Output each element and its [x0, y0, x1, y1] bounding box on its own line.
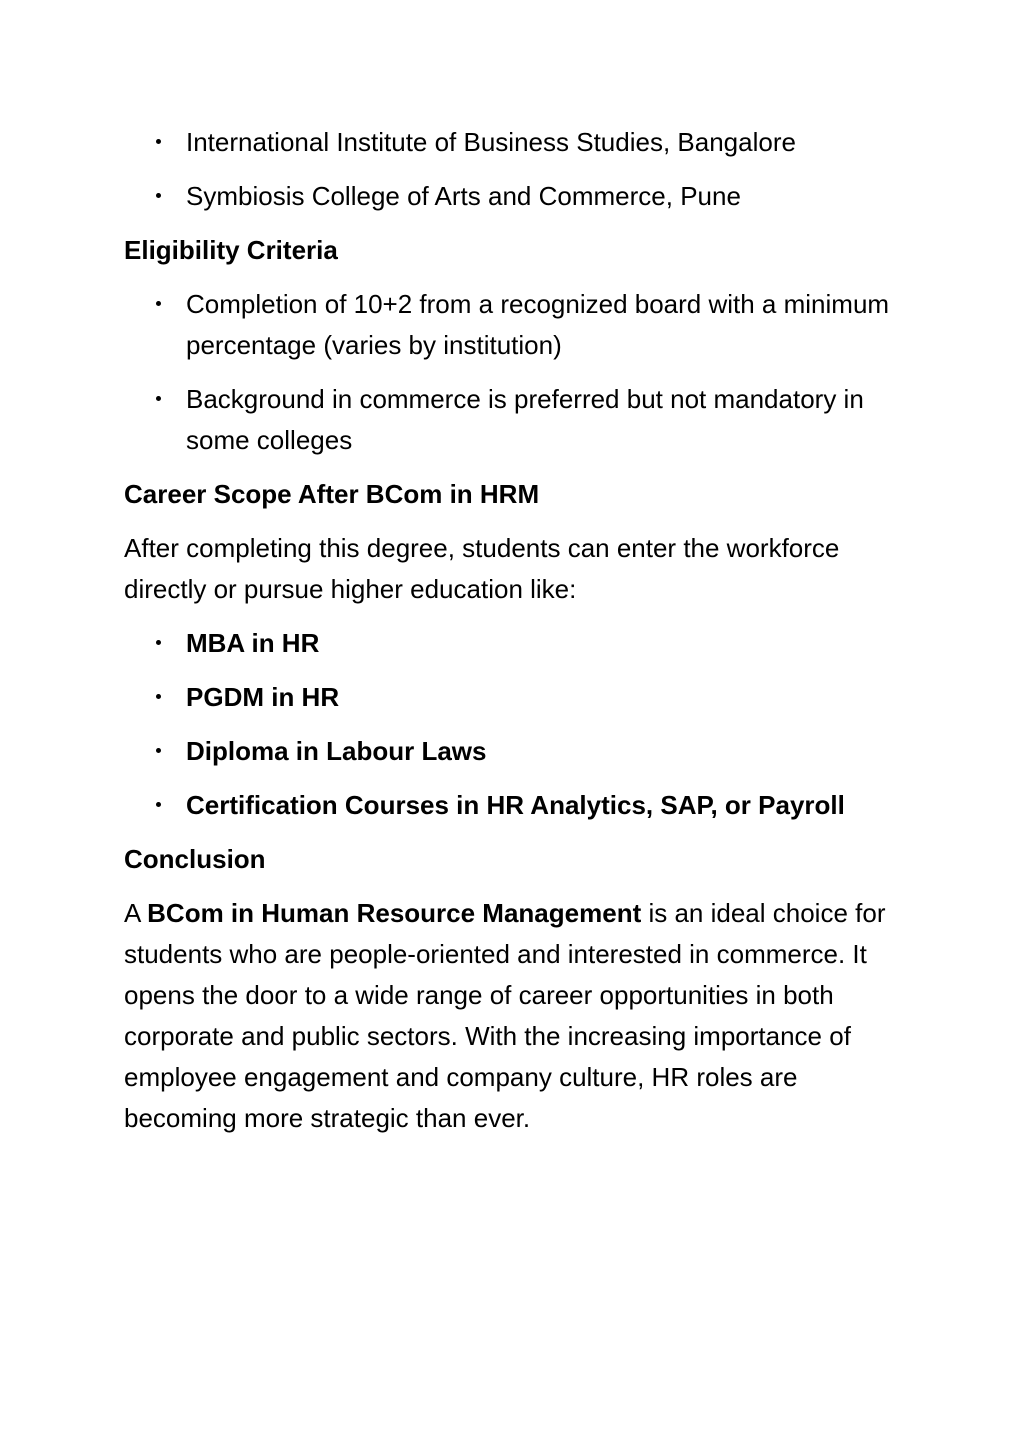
- document-page: [124, 122, 904, 1152]
- conclusion-body: is an ideal choice for students who are people-oriented and interested in commerce. It opens the door to a wide range of career opportunities in both corporate and public sectors. With the increasing importance of employee engagement and company culture, HR roles are becoming more strategic than ever.: [124, 898, 886, 1133]
- bullet-icon: [156, 396, 161, 401]
- list-item: [124, 623, 904, 664]
- career-heading: Career Scope After BCom in HRM: [124, 479, 540, 509]
- list-item: [124, 785, 904, 826]
- bullet-icon: [156, 301, 161, 306]
- list-item: [124, 176, 904, 217]
- list-item: [124, 731, 904, 772]
- bullet-icon: [156, 802, 161, 807]
- college-list: [124, 122, 904, 217]
- conclusion-emphasis: BCom in Human Resource Management: [147, 898, 642, 928]
- conclusion-paragraph: [124, 893, 904, 1139]
- list-item-text: Symbiosis College of Arts and Commerce, Pune: [186, 181, 741, 211]
- bullet-icon: [156, 193, 161, 198]
- conclusion-lead: A: [124, 898, 148, 928]
- higher-education-list: [124, 623, 904, 826]
- conclusion-heading: Conclusion: [124, 844, 266, 874]
- list-item-text: Diploma in Labour Laws: [186, 736, 487, 766]
- list-item: [124, 122, 904, 163]
- list-item-text: Certification Courses in HR Analytics, SAP, or Payroll: [186, 790, 845, 820]
- bullet-icon: [156, 694, 161, 699]
- list-item-text: Background in commerce is preferred but not mandatory in some colleges: [186, 384, 864, 455]
- bullet-icon: [156, 139, 161, 144]
- list-item-text: PGDM in HR: [186, 682, 340, 712]
- list-item-text: Completion of 10+2 from a recognized board with a minimum percentage (varies by institution): [186, 289, 890, 360]
- list-item-text: International Institute of Business Studies, Bangalore: [186, 127, 796, 157]
- bullet-icon: [156, 640, 161, 645]
- eligibility-list: [124, 284, 904, 461]
- list-item: [124, 677, 904, 718]
- list-item-text: MBA in HR: [186, 628, 320, 658]
- eligibility-heading: Eligibility Criteria: [124, 235, 338, 265]
- list-item: [124, 284, 904, 366]
- career-intro: After completing this degree, students can enter the workforce directly or pursue higher education like:: [124, 533, 840, 604]
- list-item: [124, 379, 904, 461]
- bullet-icon: [156, 748, 161, 753]
